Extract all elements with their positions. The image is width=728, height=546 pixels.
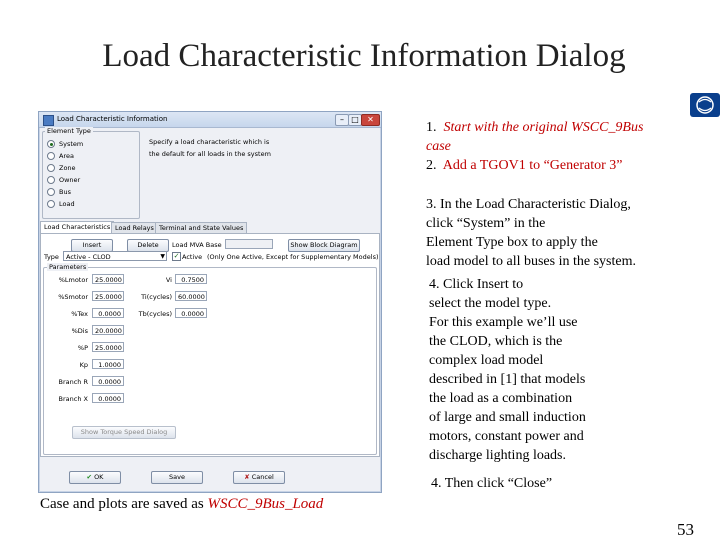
param-label: %P xyxy=(77,344,88,352)
step-4-line-10: discharge lighting loads. xyxy=(429,448,566,463)
radio-area[interactable] xyxy=(47,152,74,160)
ok-button[interactable] xyxy=(69,471,121,484)
radio-dot-icon xyxy=(47,164,55,172)
page-number: 53 xyxy=(677,520,694,539)
param-label: Branch R xyxy=(58,378,88,386)
delete-button[interactable]: Delete xyxy=(127,239,169,252)
param-label: Branch X xyxy=(58,395,88,403)
param-p-field[interactable]: 25.0000 xyxy=(92,342,124,352)
tab-panel xyxy=(40,233,380,457)
step-1-text: Start with the original WSCC_9Bus xyxy=(443,120,644,135)
mva-base-field[interactable] xyxy=(225,239,273,249)
dialog-title: Load Characteristic Information xyxy=(57,115,168,123)
param-label: %Tex xyxy=(71,310,88,318)
param-lmotor-field[interactable]: 25.0000 xyxy=(92,274,124,284)
app-icon xyxy=(43,115,54,126)
step-1-text-cont: case xyxy=(426,139,451,154)
footer-prefix: Case and plots are saved as xyxy=(40,496,208,512)
description-line-2: the default for all loads in the system xyxy=(149,150,271,158)
cancel-label: Cancel xyxy=(251,473,274,481)
tab-load-characteristics[interactable]: Load Characteristics xyxy=(40,221,114,234)
show-block-diagram-button[interactable]: Show Block Diagram xyxy=(288,239,360,252)
radio-label: Bus xyxy=(59,188,71,196)
minimize-button[interactable]: – xyxy=(335,114,349,126)
radio-bus[interactable] xyxy=(47,188,71,196)
radio-dot-icon xyxy=(47,188,55,196)
active-checkbox[interactable]: ✓ xyxy=(173,252,180,260)
element-type-description xyxy=(149,136,271,160)
description-line-1: Specify a load characteristic which is xyxy=(149,138,270,146)
radio-dot-icon xyxy=(47,200,55,208)
radio-label: Load xyxy=(59,200,75,208)
footer-case-name: WSCC_9Bus_Load xyxy=(207,496,324,512)
step-5: 4. Then click “Close” xyxy=(431,476,553,491)
element-type-legend: Element Type xyxy=(47,127,91,135)
parameters-legend: Parameters xyxy=(49,263,87,271)
active-note: (Only One Active, Except for Supplementary Models) xyxy=(207,253,379,261)
radio-zone[interactable] xyxy=(47,164,76,172)
step-4-line-9: motors, constant power and xyxy=(429,429,584,444)
param-label: Vi xyxy=(165,276,172,284)
radio-dot-icon xyxy=(47,176,55,184)
step-4-line-1: 4. Click Insert to xyxy=(429,277,524,292)
type-select-value: Active - CLOD xyxy=(66,253,111,261)
radio-label: Zone xyxy=(59,164,76,172)
param-label: Ti(cycles) xyxy=(141,293,172,301)
param-label: %Smotor xyxy=(58,293,88,301)
cancel-button[interactable] xyxy=(233,471,285,484)
param-label: Tb(cycles) xyxy=(138,310,172,318)
load-characteristic-dialog xyxy=(38,111,382,493)
dialog-titlebar[interactable] xyxy=(39,112,381,128)
slide-title: Load Characteristic Information Dialog xyxy=(102,38,626,74)
param-label: Kp xyxy=(79,361,88,369)
insert-button[interactable]: Insert xyxy=(71,239,113,252)
step-4-line-3: For this example we’ll use xyxy=(429,315,578,330)
radio-system[interactable] xyxy=(47,140,83,148)
close-window-button[interactable]: ✕ xyxy=(361,114,380,126)
ok-label: OK xyxy=(94,473,104,481)
step-4-line-2: select the model type. xyxy=(429,296,552,311)
type-select[interactable] xyxy=(63,251,167,261)
footer-note xyxy=(40,496,323,513)
radio-label: System xyxy=(59,140,84,148)
radio-dot-icon xyxy=(47,140,55,148)
step-2-text: Add a TGOV1 to “Generator 3” xyxy=(442,158,623,173)
tab-load-relays[interactable]: Load Relays xyxy=(111,222,158,234)
param-tex-field[interactable]: 0.0000 xyxy=(92,308,124,318)
chevron-down-icon: ▼ xyxy=(160,253,165,260)
param-branch-x-field[interactable]: 0.0000 xyxy=(92,393,124,403)
radio-dot-icon xyxy=(47,152,55,160)
show-torque-speed-button[interactable]: Show Torque Speed Dialog xyxy=(72,426,176,439)
param-label: %Lmotor xyxy=(58,276,88,284)
param-label: %Dis xyxy=(71,327,88,335)
checkmark-icon: ✔ xyxy=(86,473,92,481)
step-3-line-1: 3. In the Load Characteristic Dialog, xyxy=(426,197,631,212)
step-2-number: 2. xyxy=(426,158,437,173)
cancel-x-icon: ✘ xyxy=(244,473,250,481)
step-4-line-7: the load as a combination xyxy=(429,391,573,406)
maximize-button[interactable]: □ xyxy=(348,114,362,126)
param-tb-field[interactable]: 0.0000 xyxy=(175,308,207,318)
param-kp-field[interactable]: 1.0000 xyxy=(92,359,124,369)
step-1-number: 1. xyxy=(426,120,437,135)
param-ti-field[interactable]: 60.0000 xyxy=(175,291,207,301)
radio-label: Owner xyxy=(59,176,81,184)
param-smotor-field[interactable]: 25.0000 xyxy=(92,291,124,301)
radio-load[interactable] xyxy=(47,200,75,208)
mva-base-label: Load MVA Base xyxy=(172,241,222,249)
param-branch-r-field[interactable]: 0.0000 xyxy=(92,376,124,386)
parameters-group xyxy=(43,263,377,455)
param-vi-field[interactable]: 0.7500 xyxy=(175,274,207,284)
radio-label: Area xyxy=(59,152,74,160)
save-button[interactable]: Save xyxy=(151,471,203,484)
step-3-line-2: click “System” in the xyxy=(426,216,546,231)
step-2 xyxy=(426,156,622,175)
step-3-line-3: Element Type box to apply the xyxy=(426,235,598,250)
tab-terminal-state-values[interactable]: Terminal and State Values xyxy=(155,222,247,234)
step-3-line-4: load model to all buses in the system. xyxy=(426,254,636,269)
param-dis-field[interactable]: 20.0000 xyxy=(92,325,124,335)
active-label: Active xyxy=(182,253,203,261)
step-4-line-6: described in [1] that models xyxy=(429,372,586,387)
step-4-line-8: of large and small induction xyxy=(429,410,586,425)
radio-owner[interactable] xyxy=(47,176,80,184)
step-4-line-4: the CLOD, which is the xyxy=(429,334,563,349)
university-logo-icon xyxy=(690,93,720,117)
element-type-group xyxy=(42,127,140,219)
type-label: Type xyxy=(44,253,59,261)
step-4-line-5: complex load model xyxy=(429,353,544,368)
step-1 xyxy=(426,118,643,137)
